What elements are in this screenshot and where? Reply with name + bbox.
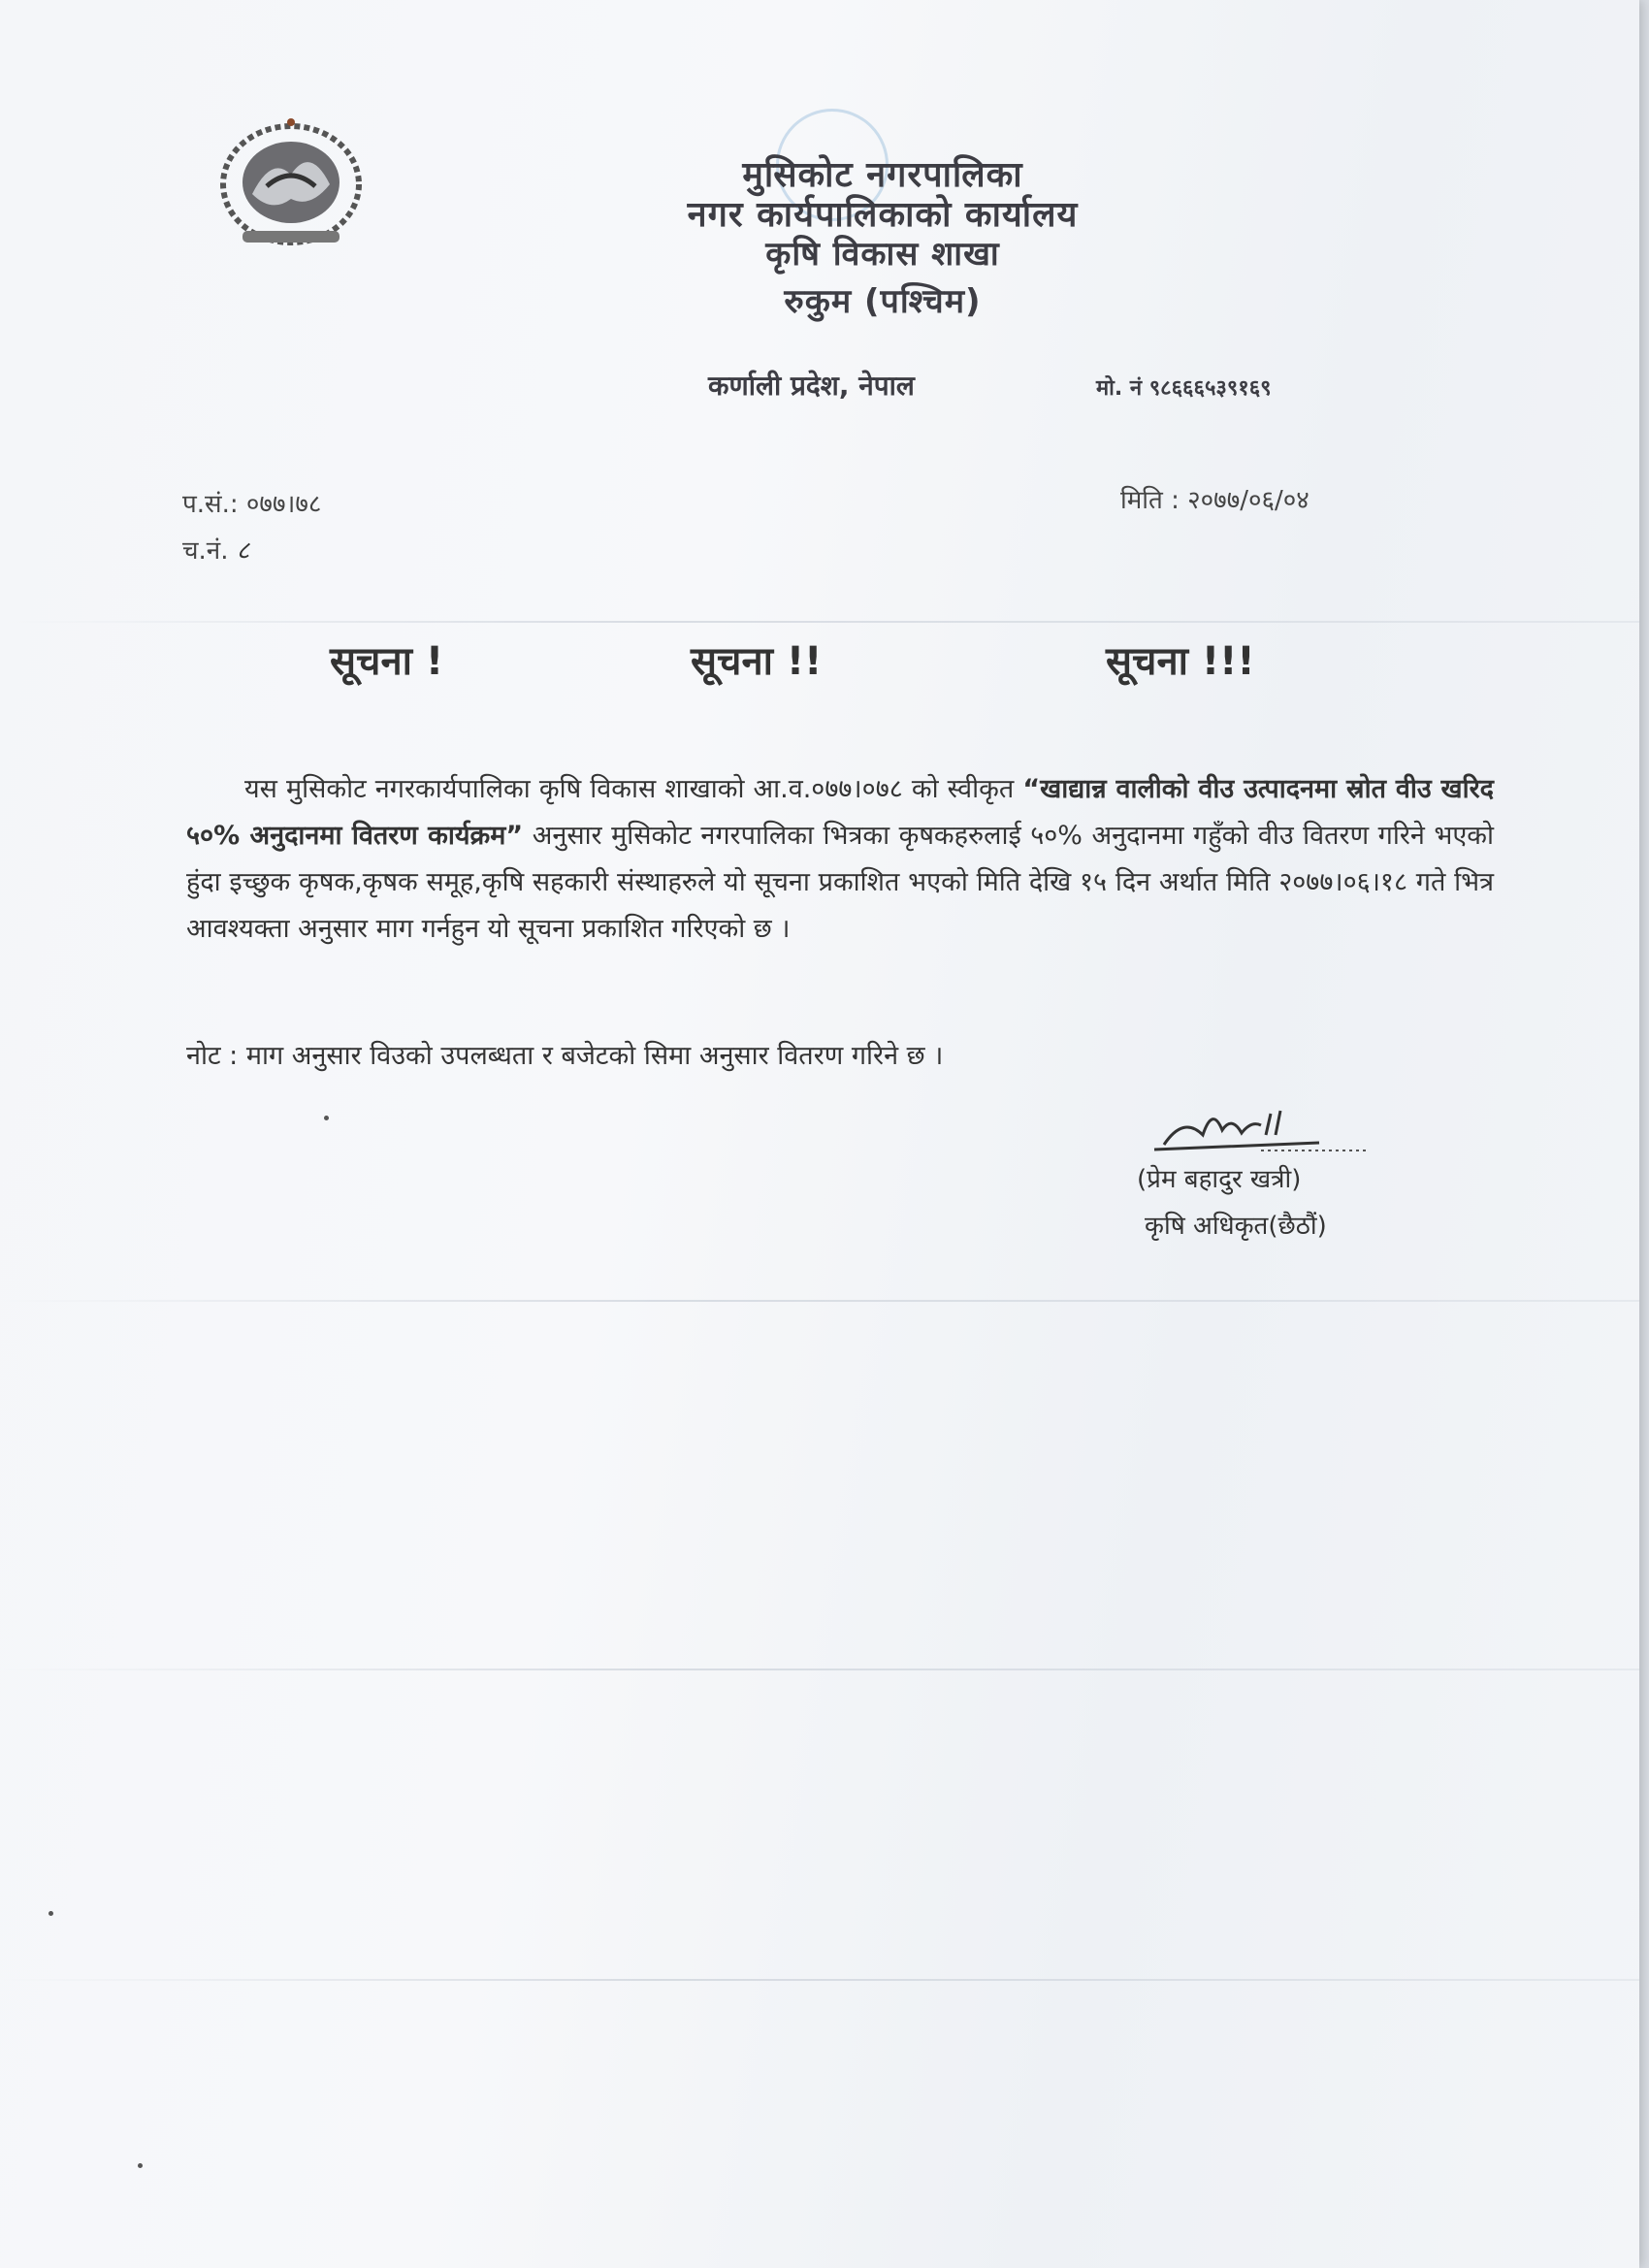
note-line: नोट : माग अनुसार विउको उपलब्धता र बजेटको सिमा अनुसार वितरण गरिने छ । bbox=[186, 1041, 944, 1071]
notice-heading-1: सूचना ! bbox=[330, 639, 444, 684]
body-text-start: यस मुसिकोट नगरकार्यपालिका कृषि विकास शाखाको आ.व.०७७।०७८ को स्वीकृत bbox=[244, 774, 1023, 804]
letter-date bbox=[1120, 481, 1310, 516]
office-name: नगर कार्यपालिकाको कार्यालय bbox=[687, 195, 1079, 236]
reference-number bbox=[182, 485, 321, 520]
date-label: मिति : bbox=[1120, 486, 1180, 515]
dispatch-number bbox=[182, 532, 249, 567]
phone-number: मो. नं ९८६६६५३९१६९ bbox=[1096, 376, 1272, 401]
dispatch-value: ८ bbox=[236, 536, 250, 566]
date-value: २०७७/०६/०४ bbox=[1187, 486, 1310, 515]
district-name: रुकुम (पश्चिम) bbox=[784, 281, 982, 321]
signature-icon bbox=[1145, 1096, 1377, 1164]
paper-crease bbox=[0, 1300, 1639, 1302]
nepal-emblem-icon bbox=[213, 116, 369, 252]
signatory-name: (प्रेम बहादुर खत्री) bbox=[1137, 1165, 1302, 1194]
notice-body bbox=[186, 766, 1494, 953]
notice-heading-2: सूचना !! bbox=[691, 639, 823, 684]
paper-crease bbox=[0, 621, 1639, 623]
reference-value: ०७७।७८ bbox=[245, 490, 322, 519]
speck bbox=[324, 1116, 329, 1120]
municipality-name: मुसिकोट नगरपालिका bbox=[742, 155, 1023, 195]
notice-heading-3: सूचना !!! bbox=[1106, 639, 1255, 684]
dispatch-label: च.नं. bbox=[182, 536, 229, 566]
program-name: “खाद्यान्न वालीको वीउ उत्पादनमा स्रोत वीउ खरिद ५०% अनुदानमा वितरण कार्यक्रम” bbox=[186, 774, 1494, 851]
address: कर्णाली प्रदेश, नेपाल bbox=[708, 370, 915, 402]
speck bbox=[138, 2163, 143, 2168]
reference-label: प.सं.: bbox=[182, 490, 239, 519]
body-text-rest: अनुसार मुसिकोट नगरपालिका भित्रका कृषकहरुलाई ५०% अनुदानमा गहुँको वीउ वितरण गरिने भएको हुंदा इच्छुक कृषक,कृषक समूह,कृषि सहकारी संस्थाहरुले यो सूचना प्रकाशित भएको मिति देखि १५ दिन अर्थात मिति २०७७।०६।१८ गते भित्र आवश्यक्ता अनुसार माग गर्नहुन यो सूचना प्रकाशित गरिएको छ । bbox=[186, 821, 1495, 944]
signatory-title: कृषि अधिकृत(छैठौं) bbox=[1145, 1212, 1327, 1241]
letterhead bbox=[543, 155, 1222, 321]
paper-crease bbox=[0, 1669, 1639, 1670]
speck bbox=[48, 1911, 53, 1916]
paper-crease bbox=[0, 1979, 1639, 1981]
branch-name: कृषि विकास शाखा bbox=[765, 234, 1000, 274]
